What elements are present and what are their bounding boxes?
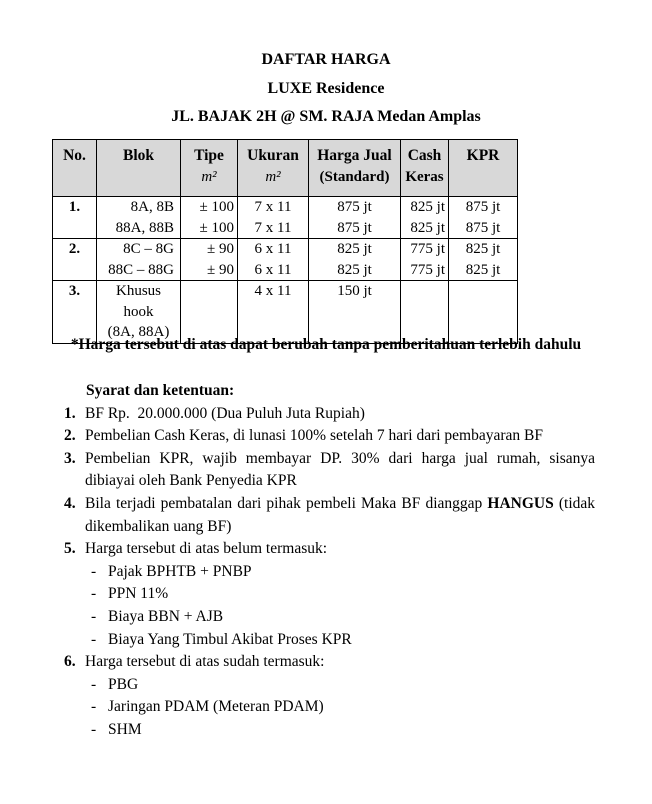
table-cell: 150 jt [309, 281, 401, 344]
terms-heading: Syarat dan ketentuan: [86, 382, 235, 399]
dash-bullet: - [91, 675, 97, 693]
title-block [0, 51, 652, 137]
document-title: DAFTAR HARGA [261, 51, 391, 68]
term-number: 5. [64, 540, 76, 558]
table-cell: 7 x 11 7 x 11 [238, 197, 309, 239]
term-item [0, 448, 652, 493]
subitem-text: Jaringan PDAM (Meteran PDAM) [108, 698, 324, 716]
term-item [0, 538, 652, 651]
table-cell: 8C – 8G 88C – 88G [97, 239, 181, 281]
term-item [0, 651, 652, 741]
term-text: Harga tersebut di atas sudah termasuk: [85, 653, 325, 671]
term-text: Harga tersebut di atas belum termasuk: [85, 540, 328, 558]
column-header: Cash Keras [401, 140, 449, 197]
project-address: JL. BAJAK 2H @ SM. RAJA Medan Amplas [171, 108, 481, 125]
term-subitem [85, 719, 595, 742]
table-row [53, 239, 518, 281]
dash-bullet: - [91, 698, 97, 716]
terms-section [0, 380, 652, 742]
subitem-text: Biaya BBN + AJB [108, 607, 224, 625]
table-cell: 4 x 11 [238, 281, 309, 344]
table-cell: 825 jt 825 jt [401, 197, 449, 239]
table-cell: 3. [53, 281, 97, 344]
term-item [0, 425, 652, 448]
table-cell: 825 jt 825 jt [449, 239, 518, 281]
column-header: No. [53, 140, 97, 197]
table-cell: ± 90 ± 90 [181, 239, 238, 281]
price-table-body [53, 197, 518, 344]
term-text: Bila terjadi pembatalan dari pihak pembeli Maka BF dianggap HANGUS (tidak dikembalikan uang BF) [85, 494, 599, 535]
term-number: 3. [64, 449, 76, 467]
term-text: BF Rp. 20.000.000 (Dua Puluh Juta Rupiah) [85, 404, 365, 422]
term-subitem [85, 583, 595, 606]
column-header: Harga Jual (Standard) [309, 140, 401, 197]
price-table-header-row [53, 140, 518, 197]
table-cell: 8A, 8B 88A, 88B [97, 197, 181, 239]
term-text: Pembelian Cash Keras, di lunasi 100% setelah 7 hari dari pembayaran BF [85, 427, 543, 445]
term-item [0, 403, 652, 426]
table-cell: 6 x 11 6 x 11 [238, 239, 309, 281]
term-item [0, 493, 652, 538]
dash-bullet: - [91, 562, 97, 580]
table-cell: 2. [53, 239, 97, 281]
subitem-text: Pajak BPHTB + PNBP [108, 562, 252, 580]
column-header: KPR [449, 140, 518, 197]
table-cell: 825 jt 825 jt [309, 239, 401, 281]
subitem-text: SHM [108, 720, 142, 738]
term-subitem [85, 696, 595, 719]
term-subitem [85, 561, 595, 584]
subitem-text: PPN 11% [108, 585, 169, 603]
dash-bullet: - [91, 607, 97, 625]
table-cell [449, 281, 518, 344]
price-footnote: *Harga tersebut di atas dapat berubah tanpa pemberitahuan terlebih dahulu [70, 336, 582, 353]
table-cell: Khusus hook (8A, 88A) [97, 281, 181, 344]
table-cell: 1. [53, 197, 97, 239]
column-header: Tipe m² [181, 140, 238, 197]
dash-bullet: - [91, 630, 97, 648]
table-cell: 775 jt 775 jt [401, 239, 449, 281]
term-subitem [85, 629, 595, 652]
term-number: 4. [64, 494, 76, 512]
price-table [52, 139, 518, 344]
term-number: 2. [64, 427, 76, 445]
subitem-text: Biaya Yang Timbul Akibat Proses KPR [108, 630, 352, 648]
term-number: 6. [64, 653, 76, 671]
column-header: Ukuran m² [238, 140, 309, 197]
table-cell [401, 281, 449, 344]
table-cell: 875 jt 875 jt [449, 197, 518, 239]
term-number: 1. [64, 404, 76, 422]
term-text: Pembelian KPR, wajib membayar DP. 30% dari harga jual rumah, sisanya dibiayai oleh Bank Penyedia KPR [85, 449, 599, 490]
table-cell [181, 281, 238, 344]
table-cell: 875 jt 875 jt [309, 197, 401, 239]
table-row [53, 281, 518, 344]
term-subitem [85, 674, 595, 697]
table-row [53, 197, 518, 239]
subitem-text: PBG [108, 675, 139, 693]
term-subitem [85, 606, 595, 629]
dash-bullet: - [91, 720, 97, 738]
table-cell: ± 100 ± 100 [181, 197, 238, 239]
project-name: LUXE Residence [267, 79, 385, 97]
dash-bullet: - [91, 585, 97, 603]
terms-list [0, 403, 652, 742]
column-header: Blok [97, 140, 181, 197]
